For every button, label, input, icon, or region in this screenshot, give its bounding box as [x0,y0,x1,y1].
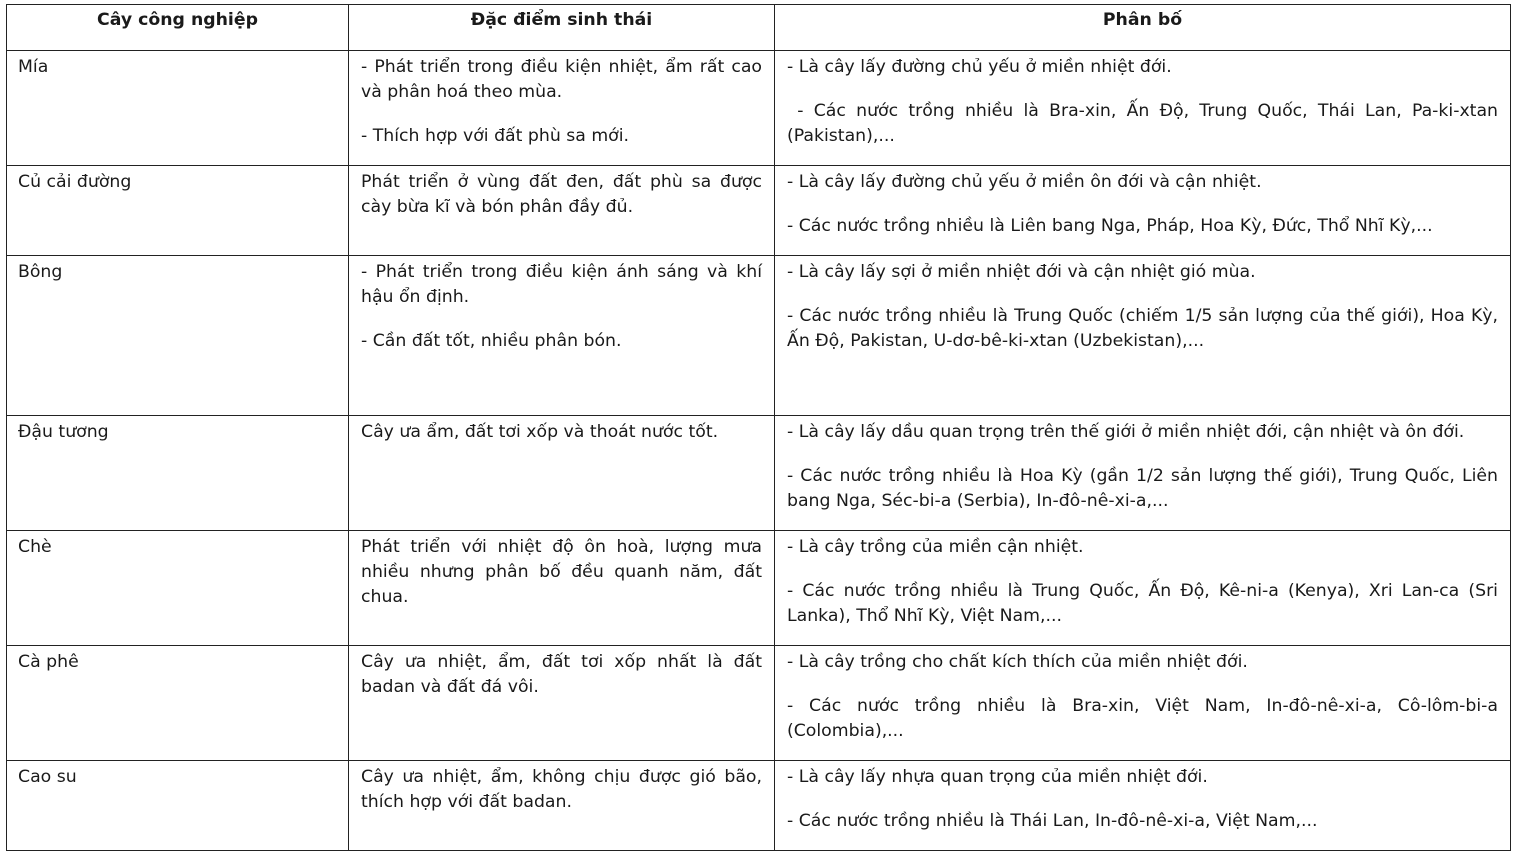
table-row [7,256,1511,416]
ecology-text: Phát triển với nhiệt độ ôn hoà, lượng mưa nhiều nhưng phân bố đều quanh năm, đất chua. [361,537,762,607]
distribution-text: - Các nước trồng nhiều là Bra-xin, Ấn Độ, Trung Quốc, Thái Lan, Pa-ki-xtan (Pakistan),... [787,101,1504,146]
ecology-cell [349,646,775,761]
distribution-text: - Là cây lấy nhựa quan trọng của miền nhiệt đới. [787,767,1208,787]
distribution-text: - Là cây trồng cho chất kích thích của miền nhiệt đới. [787,652,1248,672]
ecology-cell [349,416,775,531]
distribution-text: - Các nước trồng nhiều là Liên bang Nga, Pháp, Hoa Kỳ, Đức, Thổ Nhĩ Kỳ,... [787,216,1433,236]
header-distribution: Phân bố [775,5,1511,51]
ecology-text: Cây ưa ẩm, đất tơi xốp và thoát nước tốt. [361,422,719,442]
distribution-cell [775,531,1511,646]
table-row [7,416,1511,531]
distribution-text: - Các nước trồng nhiều là Trung Quốc, Ấn Độ, Kê-ni-a (Kenya), Xri Lan-ca (Sri Lanka), Thổ Nhĩ Kỳ, Việt Nam,... [787,581,1498,626]
distribution-text: - Các nước trồng nhiều là Bra-xin, Việt Nam, In-đô-nê-xi-a, Cô-lôm-bi-a (Colombia),... [787,696,1498,741]
table-row [7,646,1511,761]
crop-name: Củ cải đường [7,166,349,256]
crop-name: Mía [7,51,349,166]
distribution-text: - Các nước trồng nhiều là Trung Quốc (chiếm 1/5 sản lượng của thế giới), Hoa Kỳ, Ấn Độ, Pakistan, U-dơ-bê-ki-xtan (Uzbekistan),... [787,306,1498,351]
distribution-cell [775,51,1511,166]
table-header-row [7,5,1511,51]
table-row [7,166,1511,256]
distribution-text: - Các nước trồng nhiều là Hoa Kỳ (gần 1/2 sản lượng thế giới), Trung Quốc, Liên bang Nga, Séc-bi-a (Serbia), In-đô-nê-xi-a,... [787,466,1498,511]
distribution-cell [775,761,1511,851]
distribution-cell [775,646,1511,761]
distribution-text: - Là cây lấy đường chủ yếu ở miền ôn đới và cận nhiệt. [787,172,1262,192]
ecology-text: - Thích hợp với đất phù sa mới. [361,126,630,146]
ecology-cell [349,531,775,646]
crop-name: Đậu tương [7,416,349,531]
ecology-text: - Phát triển trong điều kiện nhiệt, ẩm rất cao và phân hoá theo mùa. [361,57,762,102]
distribution-text: - Là cây lấy đường chủ yếu ở miền nhiệt đới. [787,57,1172,77]
ecology-text: Cây ưa nhiệt, ẩm, không chịu được gió bão, thích hợp với đất badan. [361,767,762,812]
distribution-text: - Là cây lấy dầu quan trọng trên thế giới ở miền nhiệt đới, cận nhiệt và ôn đới. [787,422,1465,442]
header-ecology: Đặc điểm sinh thái [349,5,775,51]
ecology-cell [349,761,775,851]
distribution-text: - Là cây trồng của miền cận nhiệt. [787,537,1084,557]
table-row [7,51,1511,166]
ecology-text: - Cần đất tốt, nhiều phân bón. [361,331,622,351]
ecology-text: - Phát triển trong điều kiện ánh sáng và khí hậu ổn định. [361,262,762,307]
distribution-cell [775,166,1511,256]
ecology-cell [349,51,775,166]
header-crop: Cây công nghiệp [7,5,349,51]
crop-name: Chè [7,531,349,646]
distribution-text: - Các nước trồng nhiều là Thái Lan, In-đô-nê-xi-a, Việt Nam,... [787,811,1318,831]
distribution-text: - Là cây lấy sợi ở miền nhiệt đới và cận nhiệt gió mùa. [787,262,1256,282]
ecology-text: Cây ưa nhiệt, ẩm, đất tơi xốp nhất là đất badan và đất đá vôi. [361,652,762,697]
crop-name: Cao su [7,761,349,851]
crop-name: Cà phê [7,646,349,761]
industrial-crops-table [6,4,1511,851]
table-row [7,531,1511,646]
ecology-text: Phát triển ở vùng đất đen, đất phù sa được cày bừa kĩ và bón phân đầy đủ. [361,172,762,217]
ecology-cell [349,256,775,416]
distribution-cell [775,416,1511,531]
table-row [7,761,1511,851]
distribution-cell [775,256,1511,416]
ecology-cell [349,166,775,256]
crop-name: Bông [7,256,349,416]
